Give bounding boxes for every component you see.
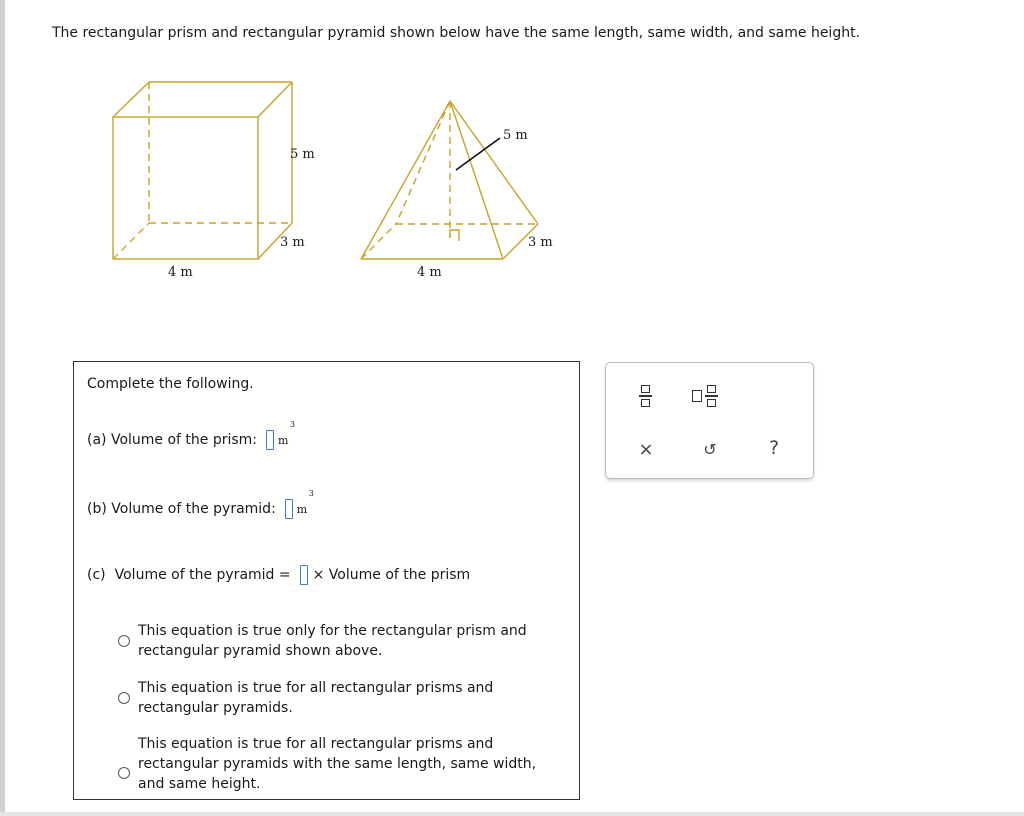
help-button[interactable] bbox=[762, 436, 786, 460]
mixed-number-button[interactable] bbox=[688, 381, 722, 411]
prism-height-label: 5 m bbox=[290, 147, 315, 162]
right-angle-marker bbox=[450, 230, 459, 241]
part-b-unit: m 3 bbox=[296, 488, 314, 516]
undo-icon: ↺ bbox=[703, 439, 717, 459]
pyramid-lateral-edge bbox=[450, 101, 503, 259]
prism-width-label: 3 m bbox=[280, 235, 305, 250]
option-1[interactable] bbox=[118, 621, 558, 661]
bottom-edge bbox=[0, 812, 1024, 816]
option-1-radio[interactable] bbox=[118, 635, 130, 647]
part-a-row bbox=[87, 419, 296, 450]
prism-hidden-edge bbox=[113, 223, 149, 259]
pyramid-width-label: 3 m bbox=[528, 235, 553, 250]
option-1-text: This equation is true only for the rectangular prism and rectangular pyramid shown above. bbox=[138, 623, 527, 659]
part-c-label: Volume of the pyramid = bbox=[114, 567, 291, 583]
option-3[interactable] bbox=[118, 734, 558, 794]
close-icon: × bbox=[638, 438, 654, 460]
option-3-radio[interactable] bbox=[118, 767, 130, 779]
part-a-unit: m 3 bbox=[278, 419, 296, 447]
prism-length-label: 4 m bbox=[168, 265, 193, 280]
pyramid-lateral-edge bbox=[361, 101, 450, 259]
math-toolbox bbox=[605, 362, 814, 479]
prism-edge bbox=[113, 82, 149, 117]
pyramid-lateral-edge bbox=[450, 101, 538, 224]
pyramid-length-label: 4 m bbox=[417, 265, 442, 280]
fraction-icon bbox=[639, 385, 652, 407]
clear-button[interactable] bbox=[634, 437, 658, 461]
pyramid-hidden-edge bbox=[396, 101, 450, 224]
question-panel bbox=[73, 361, 580, 800]
prism-edge bbox=[258, 82, 292, 117]
help-icon: ? bbox=[768, 437, 780, 459]
part-c-suffix: × Volume of the prism bbox=[312, 567, 471, 583]
mixed-number-icon bbox=[692, 385, 718, 407]
part-b-label: (b) Volume of the pyramid: bbox=[87, 501, 276, 517]
pyramid-volume-input[interactable] bbox=[285, 499, 293, 519]
option-2-radio[interactable] bbox=[118, 692, 130, 704]
rectangular-prism-figure bbox=[113, 82, 315, 280]
part-c-row bbox=[87, 565, 470, 585]
ratio-input[interactable] bbox=[300, 565, 308, 585]
prism-volume-input[interactable] bbox=[266, 430, 274, 450]
option-2[interactable] bbox=[118, 678, 558, 718]
figures bbox=[0, 0, 1024, 340]
part-a-label: (a) Volume of the prism: bbox=[87, 432, 258, 448]
part-c-prefix: (c) bbox=[87, 567, 106, 583]
part-b-row bbox=[87, 488, 314, 519]
slant-height-pointer bbox=[456, 138, 500, 170]
option-3-text: This equation is true for all rectangular prisms and rectangular pyramids with the same length, same width, and same height. bbox=[138, 736, 537, 792]
problem-statement: The rectangular prism and rectangular pyramid shown below have the same length, same width, and same height. bbox=[52, 25, 861, 41]
fraction-button[interactable] bbox=[633, 381, 657, 411]
undo-button[interactable] bbox=[698, 437, 722, 461]
pyramid-slant-label: 5 m bbox=[503, 128, 528, 143]
option-2-text: This equation is true for all rectangular prisms and rectangular pyramids. bbox=[138, 680, 494, 716]
rectangular-pyramid-figure bbox=[361, 101, 553, 280]
question-heading: Complete the following. bbox=[87, 376, 254, 392]
